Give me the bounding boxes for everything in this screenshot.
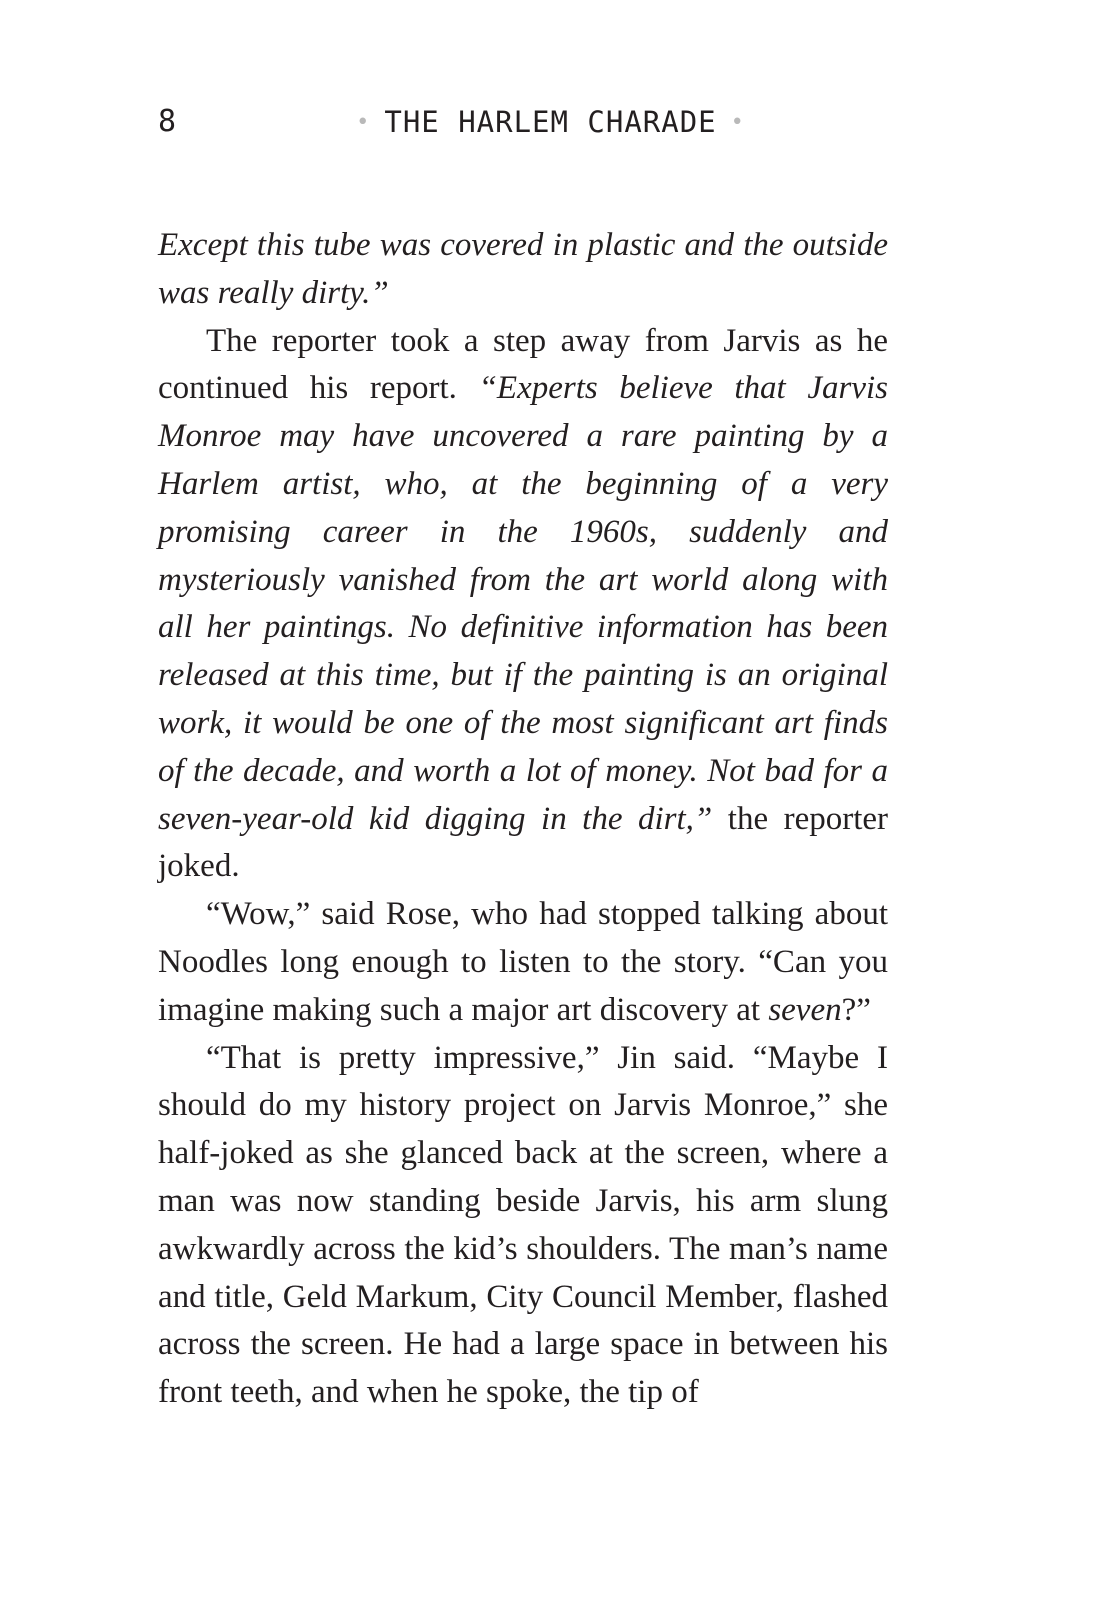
text-segment: “Experts believe that Jarvis Monroe may have uncovered a rare painting by a Harlem artist, who, at the beginning of a very promising career in the 1960s, suddenly and mysteriously vanished from the art world along with all her paintings. No definitive information has been released at this time, but if the painting is an original work, it would be one of the most significant art finds of the decade, and worth a lot of money. Not bad for a seven-year-old kid digging in the dirt,” [158, 370, 888, 837]
ornament-dot-right: • [730, 110, 745, 135]
text-segment: seven [768, 991, 842, 1028]
text-segment: ?” [841, 991, 871, 1028]
ornament-dot-left: • [356, 110, 371, 135]
text-segment: The reporter took a step away from Jarvis as he continued his report. [158, 322, 888, 407]
text-segment: Except this tube was covered in plastic and the outside was really dirty.” [158, 227, 888, 311]
paragraph-2 [158, 318, 888, 892]
book-title-line [0, 100, 1101, 148]
paragraph-4 [158, 1035, 888, 1417]
book-title: THE HARLEM CHARADE [384, 105, 717, 139]
page-number: 8 [158, 104, 177, 139]
paragraph-1 [158, 222, 888, 318]
running-head [0, 100, 1101, 144]
paragraph-3 [158, 891, 888, 1034]
text-segment: the reporter joked. [158, 800, 889, 885]
text-segment: “Wow,” said Rose, who had stopped talking about Noodles long enough to listen to the story. “Can you imagine making such a major art discovery at [158, 896, 888, 1028]
text-segment: “That is pretty impressive,” Jin said. “Maybe I should do my history project on Jarvis Monroe,” she half-joked as she glanced back at the screen, where a man was now standing beside Jarvis, his arm slung awkwardly across the kid’s shoulders. The man’s name and title, Geld Markum, City Council Member, flashed across the screen. He had a large space in between his front teeth, and when he spoke, the tip of [158, 1039, 888, 1411]
body-text [158, 222, 888, 1417]
